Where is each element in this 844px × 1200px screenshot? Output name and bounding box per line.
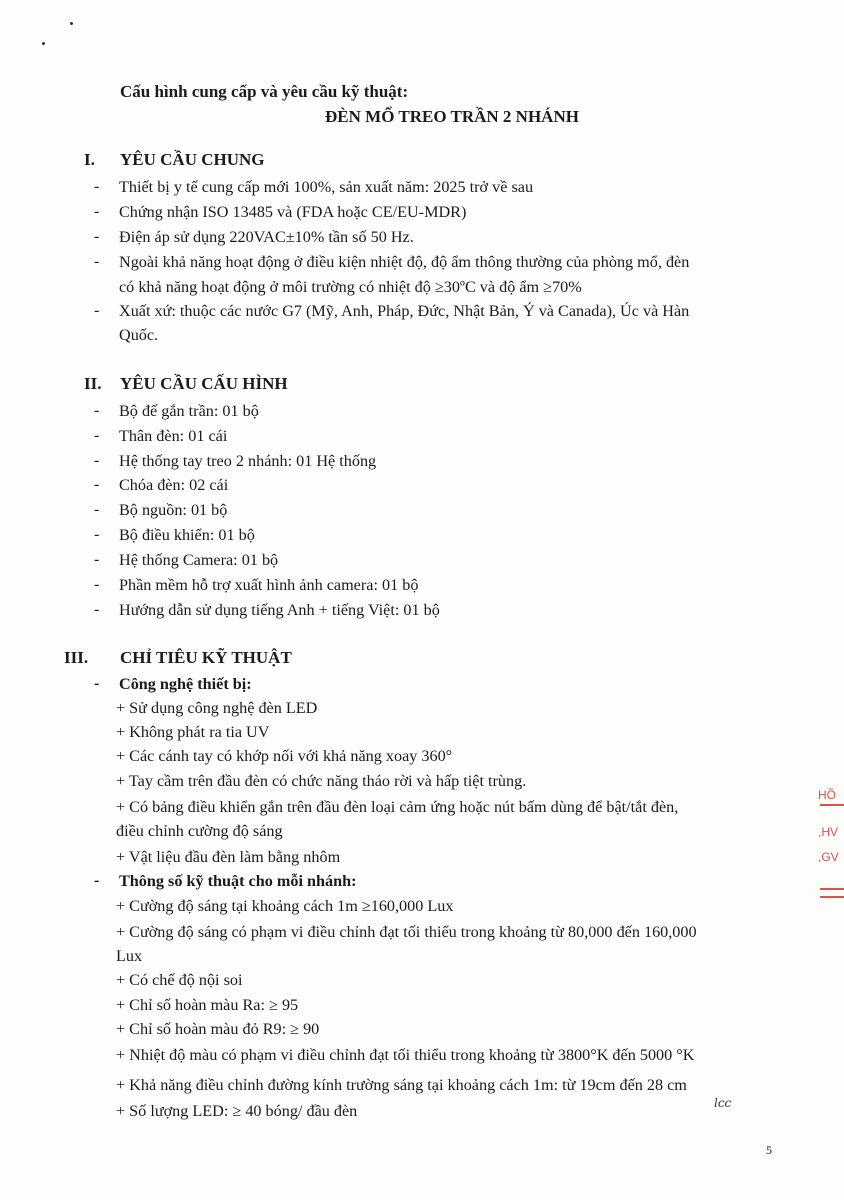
stamp-rule xyxy=(820,804,844,806)
list-item: Điện áp sử dụng 220VAC±10% tần số 50 Hz. xyxy=(119,228,414,246)
list-item: Phần mềm hỗ trợ xuất hình ảnh camera: 01 bộ xyxy=(119,576,419,594)
bullet-dash: - xyxy=(94,551,100,568)
bullet-dash: - xyxy=(94,501,100,518)
list-item: Chóa đèn: 02 cái xyxy=(119,476,229,494)
intro-line: Cấu hình cung cấp và yêu cầu kỹ thuật: xyxy=(120,82,409,101)
scan-speck xyxy=(70,22,73,25)
list-item: Thiết bị y tế cung cấp mới 100%, sản xuất năm: 2025 trở về sau xyxy=(119,178,534,196)
section-heading-2 xyxy=(84,374,288,394)
stamp-text: ,GV xyxy=(818,850,839,864)
subsection-heading: Thông số kỹ thuật cho mỗi nhánh: xyxy=(119,872,357,890)
list-item-continuation: có khả năng hoạt động ở môi trường có nhiệt độ ≥30ºC và độ ẩm ≥70% xyxy=(119,278,582,296)
subsection-heading: Công nghệ thiết bị: xyxy=(119,675,252,693)
bullet-dash: - xyxy=(94,675,100,692)
spec-line: + Khả năng điều chỉnh đường kính trường sáng tại khoảng cách 1m: từ 19cm đến 28 cm xyxy=(116,1076,687,1094)
section-number: I. xyxy=(84,150,95,169)
spec-line: + Các cánh tay có khớp nối với khả năng xoay 360° xyxy=(116,747,453,765)
bullet-dash: - xyxy=(94,402,100,419)
bullet-dash: - xyxy=(94,228,100,245)
handwritten-initials: lcc xyxy=(714,1096,732,1110)
bullet-dash: - xyxy=(94,427,100,444)
bullet-dash: - xyxy=(94,526,100,543)
bullet-dash: - xyxy=(94,872,100,889)
stamp-rule xyxy=(820,888,844,890)
list-item: Ngoài khả năng hoạt động ở điều kiện nhiệt độ, độ ẩm thông thường của phòng mổ, đèn xyxy=(119,253,690,271)
section-title: CHỈ TIÊU KỸ THUẬT xyxy=(120,648,292,667)
bullet-dash: - xyxy=(94,178,100,195)
bullet-dash: - xyxy=(94,203,100,220)
spec-line: + Có chế độ nội soi xyxy=(116,971,243,989)
section-number: III. xyxy=(64,648,89,667)
list-item: Hướng dẫn sử dụng tiếng Anh + tiếng Việt: 01 bộ xyxy=(119,601,440,619)
spec-line: + Có bảng điều khiển gắn trên đầu đèn loại cảm ứng hoặc nút bấm dùng để bật/tắt đèn, xyxy=(116,798,679,816)
section-title: YÊU CẦU CẤU HÌNH xyxy=(120,374,288,393)
section-number: II. xyxy=(84,374,102,393)
list-item: Xuất xứ: thuộc các nước G7 (Mỹ, Anh, Pháp, Đức, Nhật Bản, Ý và Canada), Úc và Hàn xyxy=(119,302,690,320)
list-item: Bộ nguồn: 01 bộ xyxy=(119,501,228,519)
spec-line: + Cường độ sáng tại khoảng cách 1m ≥160,000 Lux xyxy=(116,897,454,915)
bullet-dash: - xyxy=(94,253,100,270)
list-item-continuation: Quốc. xyxy=(119,326,159,344)
bullet-dash: - xyxy=(94,452,100,469)
bullet-dash: - xyxy=(94,302,100,319)
document-title: ĐÈN MỔ TREO TRẦN 2 NHÁNH xyxy=(325,107,579,126)
list-item: Bộ đế gắn trần: 01 bộ xyxy=(119,402,259,420)
stamp-text: HỒ xyxy=(818,788,836,802)
spec-line-continuation: Lux xyxy=(116,947,143,965)
spec-line: + Chỉ số hoàn màu Ra: ≥ 95 xyxy=(116,996,299,1014)
page-number: 5 xyxy=(766,1143,772,1157)
spec-line: + Không phát ra tia UV xyxy=(116,723,270,741)
spec-line: + Tay cầm trên đầu đèn có chức năng tháo rời và hấp tiệt trùng. xyxy=(116,772,527,790)
spec-line-continuation: điều chỉnh cường độ sáng xyxy=(116,822,283,840)
spec-line: + Cường độ sáng có phạm vi điều chỉnh đạt tối thiểu trong khoảng từ 80,000 đến 160,000 xyxy=(116,923,697,941)
stamp-fragment xyxy=(818,778,844,918)
list-item: Hệ thống Camera: 01 bộ xyxy=(119,551,279,569)
section-title: YÊU CẦU CHUNG xyxy=(120,150,265,169)
list-item: Chứng nhận ISO 13485 và (FDA hoặc CE/EU-MDR) xyxy=(119,203,467,221)
bullet-dash: - xyxy=(94,576,100,593)
stamp-rule xyxy=(820,896,844,898)
stamp-text: ,HV xyxy=(818,825,839,839)
list-item: Hệ thống tay treo 2 nhánh: 01 Hệ thống xyxy=(119,452,377,470)
spec-line: + Chỉ số hoàn màu đỏ R9: ≥ 90 xyxy=(116,1020,320,1038)
spec-line: + Sử dụng công nghệ đèn LED xyxy=(116,699,318,717)
list-item: Bộ điều khiển: 01 bộ xyxy=(119,526,255,544)
bullet-dash: - xyxy=(94,476,100,493)
spec-line: + Nhiệt độ màu có phạm vi điều chỉnh đạt tối thiểu trong khoảng từ 3800°K đến 5000 °K xyxy=(116,1046,695,1064)
scan-speck xyxy=(42,42,45,45)
list-item: Thân đèn: 01 cái xyxy=(119,427,228,445)
section-heading-3 xyxy=(64,648,292,668)
spec-line: + Vật liệu đầu đèn làm bằng nhôm xyxy=(116,848,341,866)
bullet-dash: - xyxy=(94,601,100,618)
spec-line: + Số lượng LED: ≥ 40 bóng/ đầu đèn xyxy=(116,1102,358,1120)
section-heading-1 xyxy=(84,150,265,170)
